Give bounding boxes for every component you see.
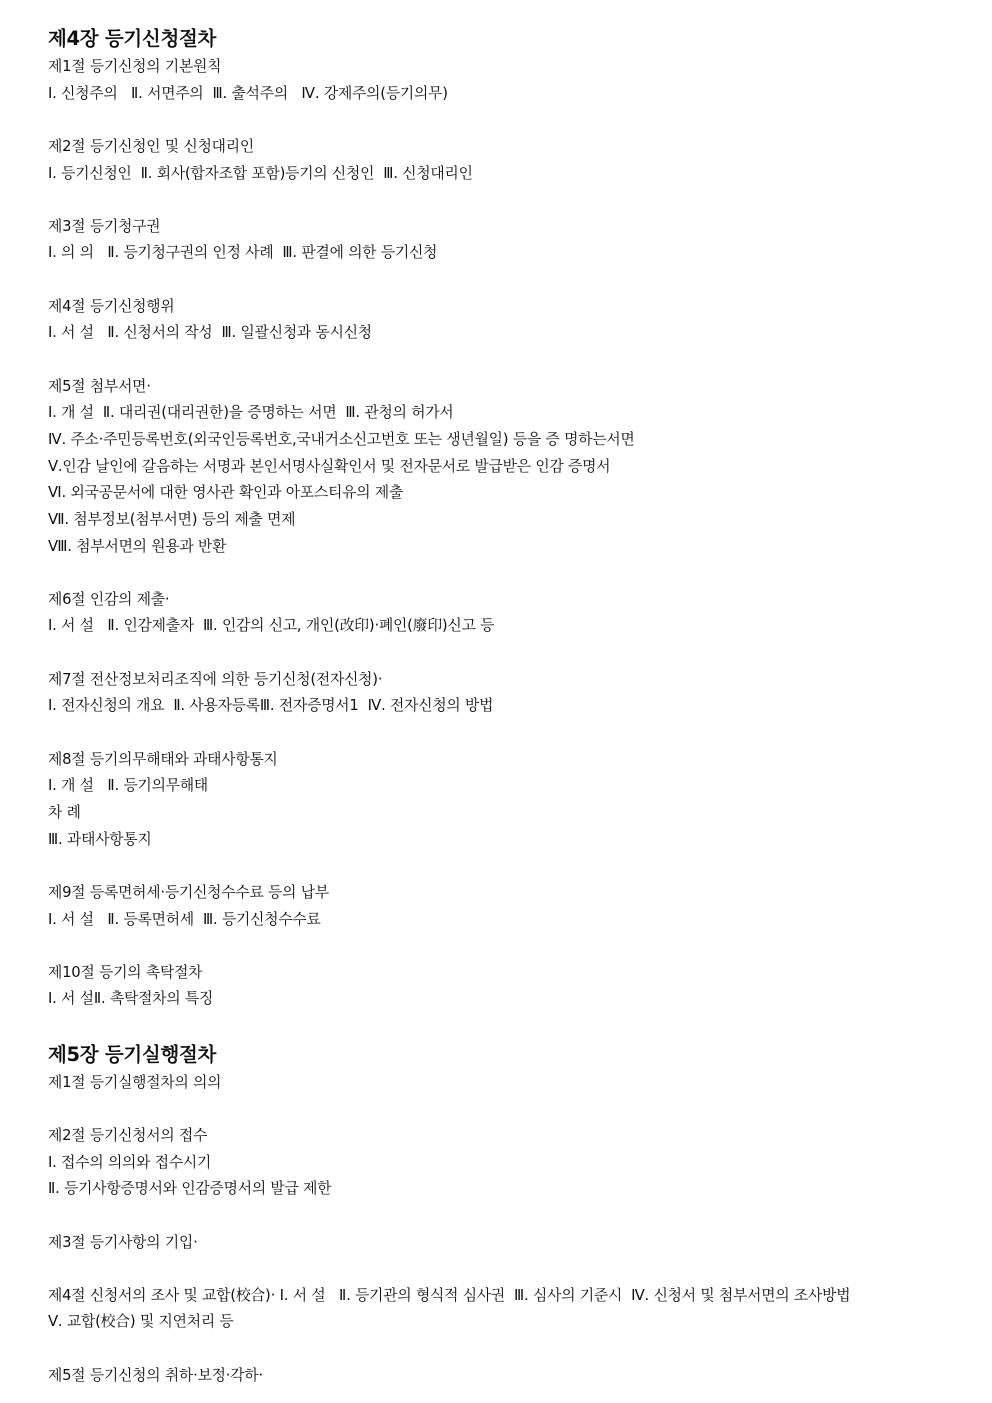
section-block [48, 134, 968, 187]
section-line: Ⅰ. 개 설 Ⅱ. 등기의무해태 [48, 777, 209, 795]
spacer [48, 347, 968, 374]
section-title: 제9절 등록면허세·등기신청수수료 등의 납부 [48, 883, 329, 901]
section-block [48, 294, 968, 347]
section-line: Ⅴ. 교합(校合) 및 지연처리 등 [48, 1313, 234, 1331]
spacer [48, 720, 968, 747]
spacer [48, 107, 968, 134]
section-title: 제7절 전산정보처리조직에 의한 등기신청(전자신청)· [48, 670, 383, 688]
spacer [48, 267, 968, 294]
section-block [48, 747, 968, 854]
section-line: Ⅰ. 신청주의 Ⅱ. 서면주의 Ⅲ. 출석주의 Ⅳ. 강제주의(등기의무) [48, 84, 448, 102]
section-block [48, 1363, 968, 1390]
section-block [48, 1070, 968, 1097]
section-block [48, 374, 968, 560]
section-block [48, 1230, 968, 1257]
section-block [48, 1123, 968, 1203]
section-line: Ⅰ. 의 의 Ⅱ. 등기청구권의 인정 사례 Ⅲ. 판결에 의한 등기신청 [48, 244, 438, 262]
section-title: 제5절 첨부서면· [48, 377, 151, 395]
spacer [48, 1096, 968, 1123]
chapter-heading: 제4장 등기신청절차 [48, 27, 217, 50]
section-line: Ⅰ. 전자신청의 개요 Ⅱ. 사용자등록Ⅲ. 전자증명서1 Ⅳ. 전자신청의 방법 [48, 697, 494, 715]
section-line: Ⅱ. 등기사항증명서와 인감증명서의 발급 제한 [48, 1180, 332, 1198]
spacer [48, 933, 968, 960]
section-line: Ⅰ. 서 설 Ⅱ. 인감제출자 Ⅲ. 인감의 신고, 개인(改印)·폐인(廢印)신고 등 [48, 617, 495, 635]
section-line: Ⅷ. 첨부서면의 원용과 반환 [48, 537, 227, 555]
section-block [48, 54, 968, 107]
document-page [48, 24, 968, 1389]
section-line: Ⅰ. 개 설 Ⅱ. 대리권(대리권한)을 증명하는 서면 Ⅲ. 관청의 허가서 [48, 404, 454, 422]
section-title: 제8절 등기의무해태와 과태사항통지 [48, 750, 278, 768]
chapter [48, 1040, 968, 1390]
spacer [48, 640, 968, 667]
section-block [48, 960, 968, 1013]
section-title: 제2절 등기신청서의 접수 [48, 1126, 208, 1144]
spacer [48, 187, 968, 214]
spacer [48, 560, 968, 587]
spacer [48, 853, 968, 880]
section-line: Ⅲ. 과태사항통지 [48, 830, 152, 848]
section-line: Ⅰ. 서 설 Ⅱ. 등록면허세 Ⅲ. 등기신청수수료 [48, 910, 321, 928]
section-line: Ⅰ. 서 설 Ⅱ. 신청서의 작성 Ⅲ. 일괄신청과 동시신청 [48, 324, 372, 342]
chapter [48, 24, 968, 1040]
section-title: 제4절 신청서의 조사 및 교합(校合)· Ⅰ. 서 설 Ⅱ. 등기관의 형식적 심사권 Ⅲ. 심사의 기준시 Ⅳ. 신청서 및 첨부서면의 조사방법 [48, 1286, 851, 1304]
section-line: Ⅳ. 주소·주민등록번호(외국인등록번호,국내거소신고번호 또는 생년월일) 등을 증 명하는서면 [48, 430, 635, 448]
section-title: 제3절 등기청구권 [48, 217, 161, 235]
section-title: 제2절 등기신청인 및 신청대리인 [48, 137, 254, 155]
section-title: 제1절 등기신청의 기본원칙 [48, 58, 222, 75]
section-line: Ⅵ. 외국공문서에 대한 영사관 확인과 아포스티유의 제출 [48, 484, 404, 502]
section-title: 제6절 인감의 제출· [48, 590, 170, 608]
section-block [48, 667, 968, 720]
section-block [48, 880, 968, 933]
section-title: 제3절 등기사항의 기입· [48, 1233, 198, 1251]
spacer [48, 1203, 968, 1230]
section-line: Ⅶ. 첨부정보(첨부서면) 등의 제출 면제 [48, 510, 296, 528]
section-title: 제10절 등기의 촉탁절차 [48, 963, 203, 981]
section-line: Ⅰ. 등기신청인 Ⅱ. 회사(합자조합 포함)등기의 신청인 Ⅲ. 신청대리인 [48, 164, 473, 182]
section-title: 제1절 등기실행절차의 의의 [48, 1073, 222, 1091]
spacer [48, 1336, 968, 1363]
section-title: 제4절 등기신청행위 [48, 297, 175, 315]
section-line: Ⅴ.인감 날인에 갈음하는 서명과 본인서명사실확인서 및 전자문서로 발급받은 인감 증명서 [48, 457, 611, 475]
section-line: Ⅰ. 접수의 의의와 접수시기 [48, 1153, 212, 1171]
section-block [48, 1283, 968, 1336]
spacer [48, 1256, 968, 1283]
chapter-heading: 제5장 등기실행절차 [48, 1042, 217, 1066]
section-line: Ⅰ. 서 설Ⅱ. 촉탁절차의 특징 [48, 990, 214, 1008]
section-block [48, 214, 968, 267]
section-title: 제5절 등기신청의 취하·보정·각하· [48, 1366, 263, 1384]
section-line: 차 례 [48, 803, 81, 821]
spacer [48, 1013, 968, 1040]
section-block [48, 587, 968, 640]
